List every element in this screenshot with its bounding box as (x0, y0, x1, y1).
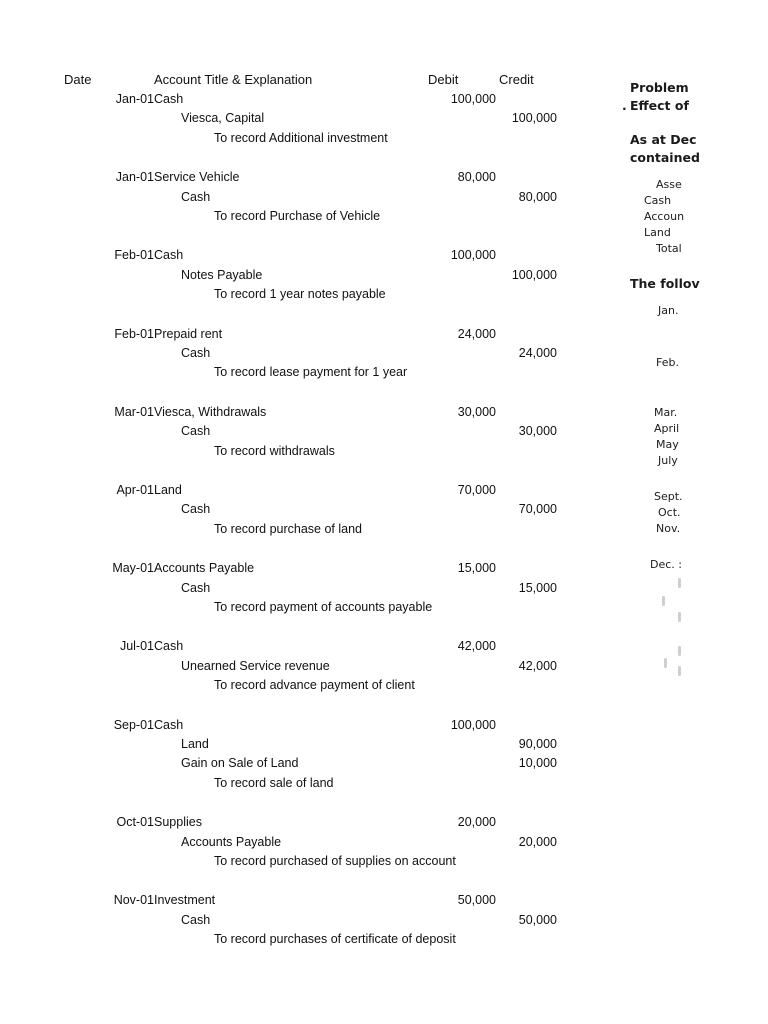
scan-smudge (678, 646, 681, 656)
debit-account: Cash (154, 717, 184, 732)
debit-amount: 20,000 (457, 815, 496, 830)
credit-account: Cash (181, 346, 211, 360)
side-text: Jan. (658, 304, 679, 317)
entry-explanation: To record sale of land (214, 775, 334, 790)
entry-explanation: To record Additional investment (214, 130, 388, 145)
debit-account: Supplies (154, 815, 202, 830)
credit-account: Cash (181, 912, 211, 927)
credit-amount: 100,000 (511, 267, 557, 282)
entry-date: Nov-01 (113, 893, 154, 908)
credit-account: Viesca, Capital (181, 111, 265, 126)
scan-smudge (664, 658, 667, 668)
entry-explanation: To record 1 year notes payable (214, 287, 386, 302)
scan-smudge (662, 596, 665, 606)
side-text: The follov (630, 276, 700, 291)
side-text: Nov. (656, 522, 681, 535)
scan-smudge (678, 612, 681, 622)
credit-amount: 50,000 (518, 912, 557, 927)
debit-amount: 24,000 (457, 326, 496, 341)
side-text: Total (656, 242, 682, 255)
entry-date: Apr-01 (116, 483, 154, 497)
entry-date: Jan-01 (115, 92, 154, 106)
side-text: Oct. (658, 506, 681, 519)
side-text: Sept. (654, 490, 683, 503)
debit-account: Accounts Payable (154, 561, 255, 576)
entry-date: Sep-01 (113, 717, 154, 732)
credit-amount: 10,000 (518, 756, 557, 771)
debit-account: Cash (154, 248, 184, 263)
entry-explanation: To record advance payment of client (214, 678, 415, 693)
side-text: Feb. (656, 356, 679, 369)
credit-amount: 90,000 (518, 737, 557, 751)
credit-account: Cash (181, 580, 211, 595)
side-bullet: . (622, 98, 627, 113)
debit-amount: 42,000 (457, 639, 496, 654)
entry-explanation: To record purchases of certificate of deposit (214, 932, 456, 947)
entry-explanation: To record lease payment for 1 year (214, 365, 408, 380)
credit-amount: 30,000 (518, 424, 557, 439)
credit-amount: 24,000 (518, 346, 557, 360)
debit-amount: 100,000 (450, 717, 496, 732)
side-text: As at Dec (630, 132, 697, 147)
entry-date: Mar-01 (114, 404, 154, 419)
scan-smudge (678, 666, 681, 676)
entry-explanation: To record payment of accounts payable (214, 600, 433, 614)
debit-account: Investment (154, 893, 216, 908)
credit-amount: 15,000 (518, 580, 557, 595)
credit-account: Gain on Sale of Land (181, 756, 299, 771)
credit-account: Cash (181, 424, 211, 439)
debit-account: Prepaid rent (154, 326, 223, 341)
entry-date: Oct-01 (116, 815, 154, 830)
side-text: Problem (630, 80, 689, 95)
entry-date: Jan-01 (115, 170, 154, 185)
entry-explanation: To record purchased of supplies on account (214, 854, 456, 868)
debit-account: Viesca, Withdrawals (154, 404, 267, 419)
credit-amount: 100,000 (511, 111, 557, 126)
entry-date: Feb-01 (114, 248, 154, 263)
entry-date: Feb-01 (114, 326, 154, 341)
credit-account: Cash (181, 189, 211, 204)
credit-account: Cash (181, 502, 211, 517)
entry-date: May-01 (112, 561, 154, 576)
debit-account: Land (154, 483, 182, 497)
side-text: Asse (656, 178, 682, 191)
side-text: July (658, 454, 678, 467)
side-text: Dec. : (650, 558, 682, 571)
debit-amount: 30,000 (457, 404, 496, 419)
side-text: May (656, 438, 679, 451)
scan-smudge (678, 578, 681, 588)
header-date: Date (64, 72, 92, 87)
credit-amount: 42,000 (518, 658, 557, 673)
credit-amount: 70,000 (518, 502, 557, 517)
credit-account: Notes Payable (181, 267, 263, 282)
credit-amount: 20,000 (518, 834, 557, 849)
side-text: contained (630, 150, 700, 165)
scanned-problem-image (622, 74, 768, 714)
entry-explanation: To record purchase of land (214, 521, 363, 536)
side-text: Accoun (644, 210, 685, 223)
entry-date: Jul-01 (119, 639, 154, 654)
credit-account: Accounts Payable (181, 834, 282, 849)
header-debit: Debit (428, 72, 459, 87)
side-text: Effect of (630, 98, 689, 113)
credit-account: Land (181, 737, 209, 751)
side-text: Land (644, 226, 671, 239)
side-text: Mar. (654, 406, 678, 419)
debit-amount: 80,000 (457, 170, 496, 185)
credit-amount: 80,000 (518, 189, 557, 204)
debit-amount: 15,000 (457, 561, 496, 576)
debit-amount: 100,000 (450, 248, 496, 263)
header-account: Account Title & Explanation (154, 72, 313, 87)
debit-amount: 100,000 (450, 92, 496, 106)
debit-amount: 50,000 (457, 893, 496, 908)
debit-account: Service Vehicle (154, 170, 240, 185)
debit-amount: 70,000 (457, 483, 496, 497)
credit-account: Unearned Service revenue (181, 658, 330, 673)
entry-explanation: To record withdrawals (214, 443, 335, 458)
header-credit: Credit (499, 72, 534, 87)
side-text: April (654, 422, 680, 435)
side-text: Cash (644, 194, 672, 207)
debit-account: Cash (154, 92, 184, 106)
entry-explanation: To record Purchase of Vehicle (214, 209, 381, 223)
debit-account: Cash (154, 639, 184, 654)
